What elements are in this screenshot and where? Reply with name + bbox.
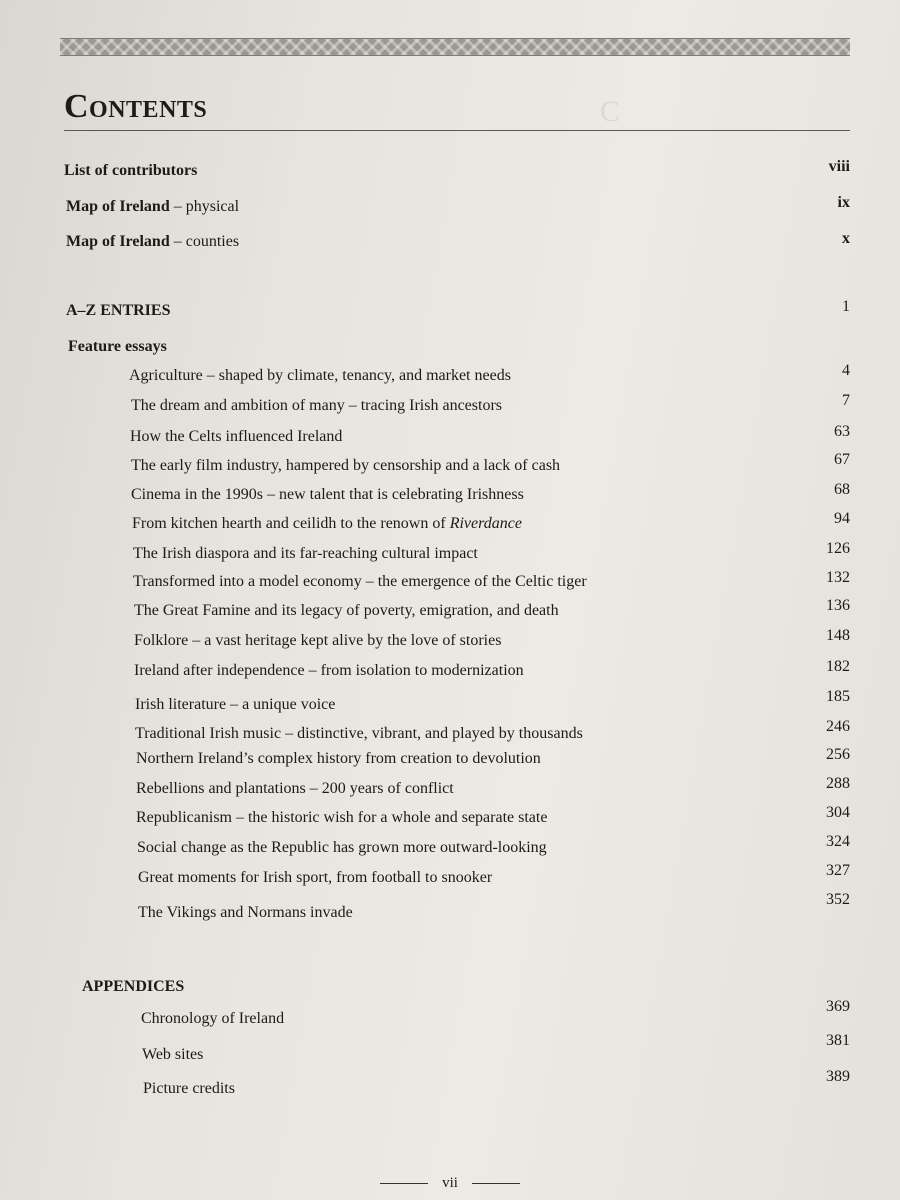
front-matter-subtitle: – physical [169,198,240,215]
essay-title: The Vikings and Normans invade [138,904,353,921]
front-matter-page-number: x [842,230,850,247]
page-title: Contents [64,88,208,125]
footer-dash-right [472,1183,520,1184]
essay-entry [138,869,492,887]
essay-title: Republicanism – the historic wish for a whole and separate state [136,809,548,826]
essay-page-number: 67 [834,451,850,468]
essay-entry [133,573,587,591]
front-matter-title: Map of Ireland [66,198,170,215]
essay-page-number: 327 [826,862,850,879]
front-matter-page-number: ix [837,194,850,211]
essay-title: Transformed into a model economy – the emergence of the Celtic tiger [133,573,587,590]
title-rule [64,130,850,131]
show-through-text: C [600,95,622,128]
essay-title: The Great Famine and its legacy of poverty, emigration, and death [134,602,559,619]
essay-entry [132,515,522,533]
essay-page-number: 352 [826,891,850,908]
essay-title: From kitchen hearth and ceilidh to the renown of [132,515,450,532]
essay-entry [134,632,501,650]
essay-entry [135,696,335,714]
essay-title: The early film industry, hampered by censorship and a lack of cash [131,457,561,474]
essay-title: Irish literature – a unique voice [135,696,336,713]
essay-title: Social change as the Republic has grown more outward-looking [137,839,547,856]
feature-essays-heading: Feature essays [68,338,167,355]
essay-title: Cinema in the 1990s – new talent that is celebrating Irishness [131,486,524,503]
essay-title: Folklore – a vast heritage kept alive by the love of stories [134,632,502,649]
essay-page-number: 182 [826,658,850,675]
appendix-entry: Picture credits [143,1080,235,1097]
essay-page-number: 256 [826,746,850,763]
appendix-page-number: 389 [826,1068,850,1085]
essay-entry [130,428,342,446]
essay-page-number: 288 [826,775,850,792]
essay-title: Great moments for Irish sport, from football to snooker [138,869,493,886]
essay-entry [134,662,524,680]
front-matter-page-number: viii [828,158,850,175]
essay-entry [135,725,583,743]
essay-title: The dream and ambition of many – tracing Irish ancestors [131,397,502,414]
essay-entry [136,809,547,827]
essay-page-number: 136 [826,597,850,614]
front-matter-item [64,162,197,180]
appendix-entry: Chronology of Ireland [141,1010,285,1027]
front-matter-item [66,233,239,251]
essay-entry [138,904,353,922]
appendix-page-number: 369 [826,998,850,1015]
front-matter-item [66,198,239,216]
essay-page-number: 4 [842,362,850,379]
essay-entry [131,457,560,475]
decorative-band [60,38,850,56]
front-matter-title: List of contributors [64,162,198,179]
essay-entry [133,545,478,563]
essay-title: Northern Ireland’s complex history from creation to devolution [136,750,541,767]
essay-entry [131,397,502,415]
essay-page-number: 126 [826,540,850,557]
essay-page-number: 185 [826,688,850,705]
az-page-number: 1 [842,298,850,315]
page-footer [0,1175,900,1192]
essay-entry [136,780,454,798]
az-heading: A–Z ENTRIES [66,302,171,319]
essay-title: Rebellions and plantations – 200 years of conflict [136,780,454,797]
essay-page-number: 324 [826,833,850,850]
essay-page-number: 148 [826,627,850,644]
front-matter-subtitle: – counties [169,233,240,250]
essay-entry [131,486,524,504]
appendix-entry: Web sites [142,1046,204,1063]
footer-page-number: vii [442,1175,458,1191]
essay-page-number: 246 [826,718,850,735]
essay-title: Traditional Irish music – distinctive, vibrant, and played by thousands [135,725,583,742]
essay-entry [129,367,511,385]
front-matter-title: Map of Ireland [66,233,170,250]
footer-dash-left [380,1183,428,1184]
essay-entry [137,839,547,857]
essay-entry [134,602,559,620]
essay-title: Ireland after independence – from isolation to modernization [134,662,524,679]
essay-title: The Irish diaspora and its far-reaching cultural impact [133,545,478,562]
essay-page-number: 94 [834,510,850,527]
essay-title-italic: Riverdance [449,515,522,532]
essay-page-number: 304 [826,804,850,821]
essay-title: Agriculture – shaped by climate, tenancy, and market needs [129,367,511,384]
essay-title: How the Celts influenced Ireland [130,428,343,445]
essay-page-number: 63 [834,423,850,440]
essay-page-number: 7 [842,392,850,409]
essay-page-number: 132 [826,569,850,586]
appendices-heading: APPENDICES [82,978,185,995]
essay-page-number: 68 [834,481,850,498]
appendix-page-number: 381 [826,1032,850,1049]
essay-entry [136,750,541,768]
